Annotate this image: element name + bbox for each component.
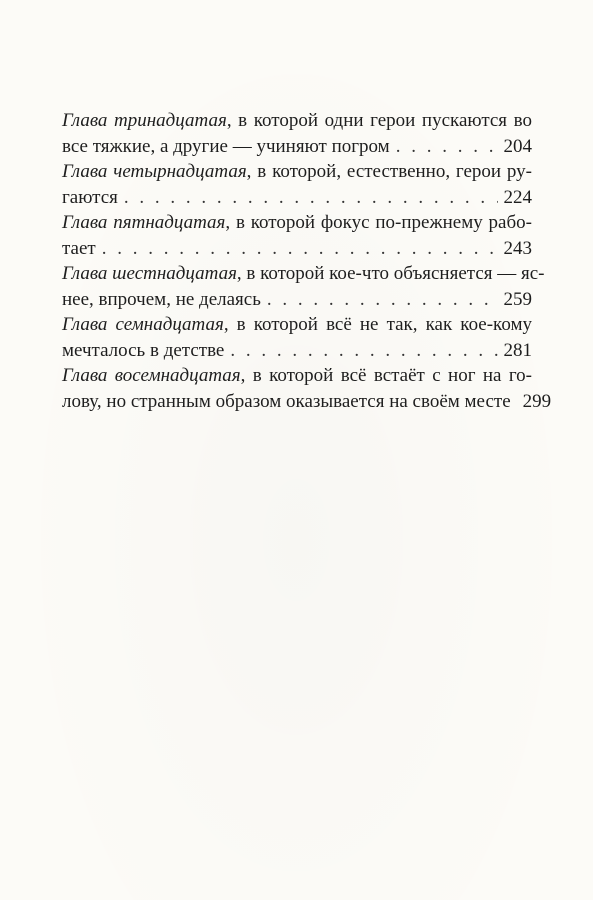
toc-entry-line2 [62,389,552,415]
page-number: 259 [503,288,532,310]
toc-entry-15 [62,210,532,261]
toc-entry-line1 [62,363,532,389]
toc-entry-line2 [62,134,532,160]
toc-entry-14 [62,159,532,210]
chapter-description: , в которой кое-что объясняется — яс- [236,263,545,284]
chapter-title: Глава шестнадцатая [62,263,237,284]
toc-entry-line1 [62,210,532,236]
toc-entry-line2 [62,185,532,211]
toc-entry-line1 [62,312,532,338]
chapter-description-continued: мечталось в детстве [62,339,225,361]
chapter-title: Глава тринадцатая [62,110,227,131]
chapter-description-continued: гаются [62,186,118,208]
page-number: 299 [522,390,552,412]
chapter-description: , в которой всё встаёт с ног на го- [240,365,532,386]
toc-entry-line2 [62,287,532,313]
toc-entry-line1 [62,261,545,287]
toc-entry-16 [62,261,545,312]
dot-leader [230,338,497,364]
chapter-description: , в которой одни герои пускаются во [226,110,532,131]
toc-entry-line2 [62,338,532,364]
toc-entry-line2 [62,236,532,262]
toc-entry-line1 [62,159,532,185]
chapter-description-continued: лову, но странным образом оказывается на своём месте [62,390,511,412]
chapter-description: , в которой фокус по-прежнему рабо- [225,212,532,233]
chapter-title: Глава четырнадцатая [62,161,247,182]
chapter-description-continued: все тяжкие, а другие — учиняют погром [62,135,390,157]
dot-leader [267,287,498,313]
table-of-contents [62,108,552,414]
dot-leader [124,185,498,211]
dot-leader [396,134,498,160]
page-number: 281 [503,339,532,361]
chapter-description: , в которой всё не так, как кое-кому [223,314,532,335]
chapter-description: , в которой, естественно, герои ру- [246,161,532,182]
page-number: 224 [503,186,532,208]
page-number: 204 [503,135,532,157]
toc-entry-17 [62,312,532,363]
toc-entry-18 [62,363,552,414]
chapter-description-continued: тает [62,237,96,259]
page-number: 243 [503,237,532,259]
chapter-title: Глава семнадцатая [62,314,224,335]
chapter-title: Глава восемнадцатая [62,365,241,386]
toc-entry-line1 [62,108,532,134]
toc-entry-13 [62,108,532,159]
chapter-description-continued: нее, впрочем, не делаясь [62,288,261,310]
chapter-title: Глава пятнадцатая [62,212,226,233]
dot-leader [102,236,498,262]
